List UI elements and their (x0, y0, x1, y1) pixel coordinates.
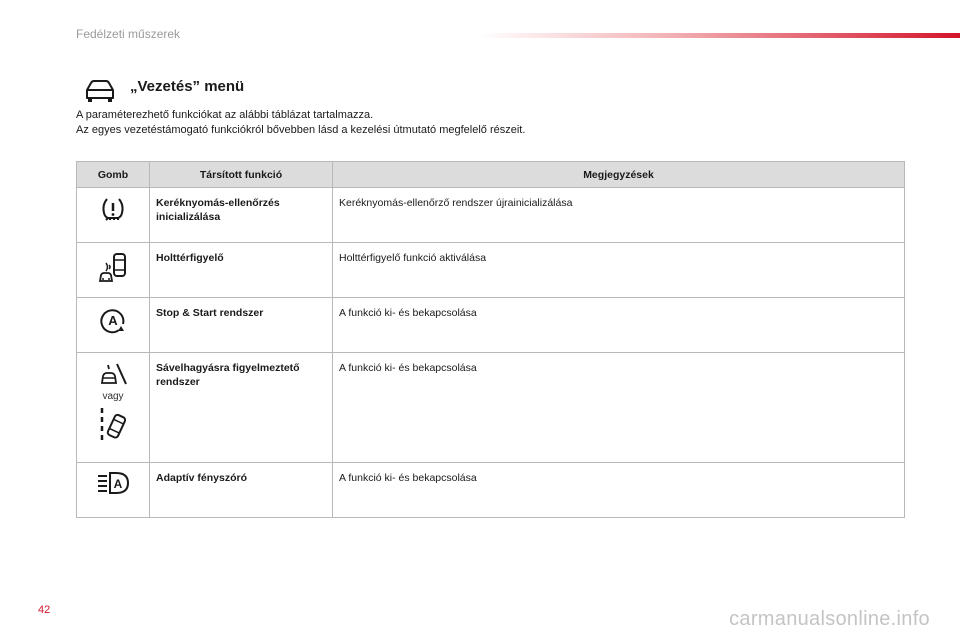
note-cell: A funkció ki- és bekapcsolása (333, 298, 905, 353)
table-row (77, 463, 905, 518)
function-cell: Stop & Start rendszer (150, 298, 333, 353)
svg-text:A: A (113, 477, 123, 491)
car-icon (84, 78, 116, 104)
header-button: Gomb (77, 162, 150, 188)
button-cell (77, 298, 150, 353)
section-title: „Vezetés” menü (130, 78, 245, 95)
intro-line-1: A paraméterezhető funkciókat az alábbi táblázat tartalmazza. (76, 109, 374, 121)
table-row (77, 353, 905, 463)
blind-spot-monitor-icon (97, 251, 129, 285)
header-section-title: Fedélzeti műszerek (76, 27, 181, 41)
function-cell: Keréknyomás-ellenőrzés inicializálása (150, 188, 333, 243)
function-cell: Sávelhagyásra figyelmeztető rendszer (150, 353, 333, 463)
table-row (77, 188, 905, 243)
note-cell: A funkció ki- és bekapcsolása (333, 463, 905, 518)
note-cell: Keréknyomás-ellenőrző rendszer újrainicializálása (333, 188, 905, 243)
table-header-row (77, 162, 905, 188)
header-function: Társított funkció (150, 162, 333, 188)
or-label: vagy (102, 391, 124, 402)
table-row (77, 243, 905, 298)
note-cell: Holttérfigyelő funkció aktiválása (333, 243, 905, 298)
note-cell: A funkció ki- és bekapcsolása (333, 353, 905, 463)
button-cell (77, 353, 150, 463)
functions-table (76, 161, 905, 518)
table-row (77, 298, 905, 353)
button-cell (77, 188, 150, 243)
watermark-text: carmanualsonline.info (729, 608, 930, 630)
svg-text:A: A (108, 313, 118, 328)
button-cell (77, 243, 150, 298)
intro-line-2: Az egyes vezetéstámogató funkciókról bővebben lásd a kezelési útmutató megfelelő részeit. (76, 124, 526, 136)
button-cell (77, 463, 150, 518)
tyre-pressure-warning-icon (100, 196, 126, 222)
intro-text (76, 108, 525, 138)
lane-departure-car-icon (98, 406, 128, 442)
page-number: 42 (38, 604, 51, 616)
adaptive-headlight-icon (96, 471, 130, 495)
header-notes: Megjegyzések (333, 162, 905, 188)
function-cell: Adaptív fényszóró (150, 463, 333, 518)
lane-departure-warning-icon (98, 361, 128, 387)
header-accent-bar (480, 33, 960, 38)
function-cell: Holttérfigyelő (150, 243, 333, 298)
stop-start-icon (99, 306, 127, 334)
